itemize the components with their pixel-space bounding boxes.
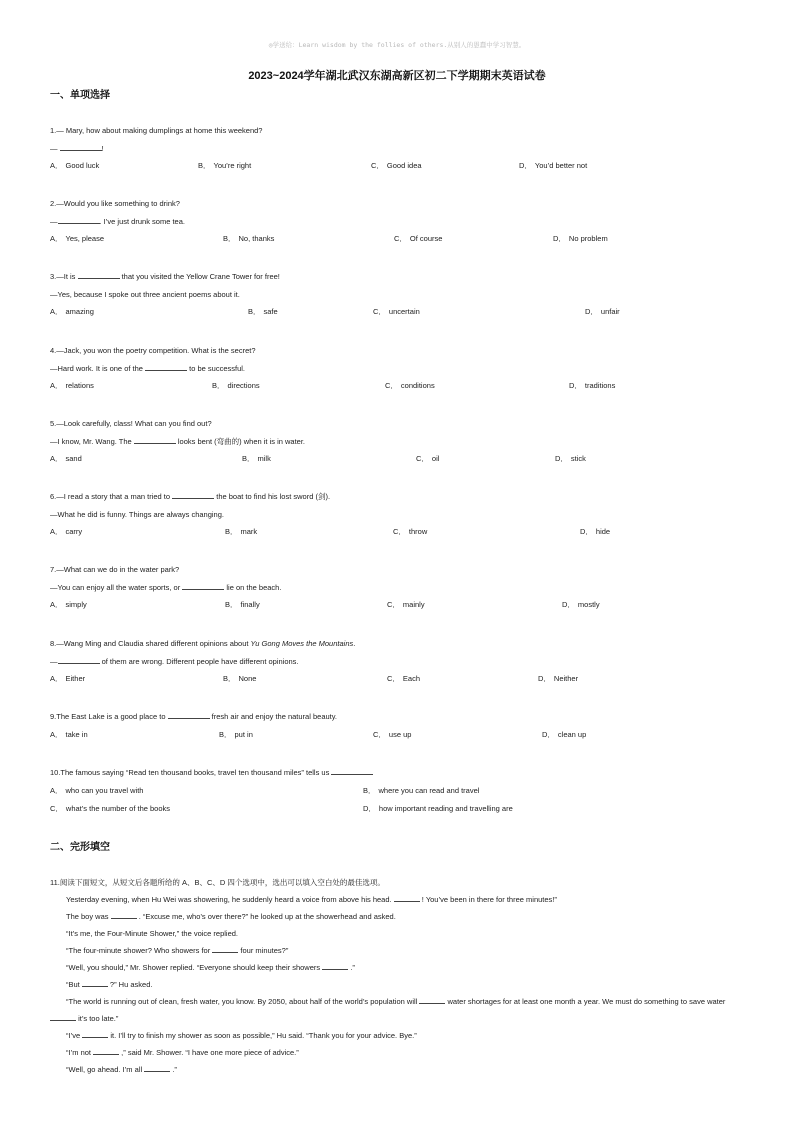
options-row	[50, 596, 750, 614]
question-4: 4.—Jack, you won the poetry competition. What is the secret? —Hard work. It is one of the to be successful. A． relations B． directions C． conditions D． traditions	[50, 342, 750, 395]
options-row	[50, 782, 750, 800]
answer-blank	[134, 434, 176, 444]
options-row	[50, 670, 750, 688]
option-b[interactable]: B． mark	[225, 527, 258, 536]
answer-blank	[212, 943, 238, 953]
paragraph: Yesterday evening, when Hu Wei was showering, he suddenly heard a voice from above his head. ! You’ve been in there for three minutes!”	[50, 891, 750, 908]
question-1	[50, 122, 750, 175]
option-b[interactable]: B． directions	[212, 381, 260, 390]
paragraph: “I’ve it. I’ll try to finish my shower as soon as possible,” Hu said. “Thank you for your advice. Bye.”	[50, 1027, 750, 1044]
answer-blank	[331, 765, 373, 775]
question-10: 10.The famous saying “Read ten thousand books, travel ten thousand miles” tells us A． who can you travel with B． where you can read and travel C． what’s the number of the books D． how important reading and travelling are	[50, 764, 750, 818]
answer-blank	[168, 709, 210, 719]
option-d[interactable]: D． You’d better not	[519, 161, 588, 170]
option-d[interactable]: D． how important reading and travelling are	[363, 803, 513, 813]
option-a[interactable]: A． Yes, please	[50, 234, 105, 243]
page-title: 2023~2024学年湖北武汉东湖高新区初二下学期期末英语试卷	[248, 70, 546, 82]
option-a[interactable]: A． simply	[50, 600, 87, 609]
option-d[interactable]: D． stick	[555, 454, 586, 463]
answer-blank	[58, 654, 100, 664]
answer-blank	[58, 214, 100, 224]
option-c[interactable]: C． Each	[387, 674, 421, 683]
answer-blank	[78, 269, 120, 279]
option-b[interactable]: B． No, thanks	[223, 234, 275, 243]
option-b[interactable]: B． finally	[225, 600, 260, 609]
paragraph: “The four-minute shower? Who showers for four minutes?”	[50, 942, 750, 959]
option-c[interactable]: C． oil	[416, 454, 440, 463]
answer-blank	[82, 1028, 108, 1038]
answer-blank	[82, 977, 108, 987]
option-d[interactable]: D． clean up	[542, 729, 587, 739]
option-c[interactable]: C． Of course	[394, 234, 443, 243]
answer-blank	[182, 580, 224, 590]
option-b[interactable]: B． milk	[242, 454, 271, 463]
option-d[interactable]: D． mostly	[562, 600, 600, 609]
answer-blank	[111, 909, 137, 919]
question-5: 5.—Look carefully, class! What can you find out? —I know, Mr. Wang. The looks bent (弯曲的) when it is in water. A． sand B． milk C． oil D． stick	[50, 415, 750, 468]
question-6: 6.—I read a story that a man tried to the boat to find his lost sword (剑). —What he did is funny. Things are always changing. A． carry B． mark C． throw D． hide	[50, 488, 750, 541]
option-a[interactable]: A． take in	[50, 729, 88, 739]
options-row	[50, 230, 750, 248]
question-3: 3.—It is that you visited the Yellow Crane Tower for free! —Yes, because I spoke out three ancient poems about it. A． amazing B． safe C． uncertain D． unfair	[50, 268, 750, 321]
question-line: — !	[50, 140, 750, 158]
question-line: 1.— Mary, how about making dumplings at home this weekend?	[50, 126, 263, 135]
option-d[interactable]: D． No problem	[553, 234, 608, 243]
paragraph: “Well, go ahead. I’m all .”	[50, 1061, 750, 1078]
option-d[interactable]: D． traditions	[569, 381, 616, 390]
answer-blank	[322, 960, 348, 970]
answer-blank	[50, 1011, 76, 1021]
option-b[interactable]: B． safe	[248, 307, 278, 316]
options-row	[50, 726, 750, 744]
options-row	[50, 523, 750, 541]
answer-blank	[419, 994, 445, 1004]
option-d[interactable]: D． Neither	[538, 674, 579, 683]
option-b[interactable]: B． where you can read and travel	[363, 785, 480, 795]
option-c[interactable]: C． mainly	[387, 600, 425, 609]
answer-blank	[144, 1062, 170, 1072]
answer-blank	[172, 489, 214, 499]
option-c[interactable]: C． throw	[393, 527, 428, 536]
answer-blank	[93, 1045, 119, 1055]
option-c[interactable]: C． conditions	[385, 381, 435, 390]
answer-blank	[394, 892, 420, 902]
option-c[interactable]: C． what’s the number of the books	[50, 803, 171, 813]
option-b[interactable]: B． You’re right	[198, 161, 252, 170]
answer-blank	[60, 141, 102, 151]
cloze-intro: 11.阅读下面短文，从短文后各题所给的 A、B、C、D 四个选项中，选出可以填入空白处的最佳选项。	[50, 878, 385, 887]
paragraph: “Well, you should,” Mr. Shower replied. “Everyone should keep their showers .”	[50, 959, 750, 976]
paragraph: “The world is running out of clean, fresh water, you know. By 2050, about half of the world’s population will water shortages for at least one month a year. We must do something to save water it’s too late.”	[50, 993, 750, 1027]
options-row	[50, 800, 750, 818]
option-a[interactable]: A． relations	[50, 381, 94, 390]
question-2: 2.—Would you like something to drink? — . I’ve just drunk some tea. A． Yes, please B． No, thanks C． Of course D． No problem	[50, 195, 750, 248]
option-c[interactable]: C． use up	[373, 729, 412, 739]
paragraph: “It’s me, the Four-Minute Shower,” the voice replied.	[66, 929, 239, 938]
paragraph: “But ?” Hu asked.	[50, 976, 750, 993]
option-d[interactable]: D． unfair	[585, 307, 620, 316]
options-row	[50, 303, 750, 321]
option-b[interactable]: B． put in	[219, 729, 253, 739]
paragraph: “I’m not ,” said Mr. Shower. “I have one more piece of advice.”	[50, 1044, 750, 1061]
options-row	[50, 450, 750, 468]
story-title: Yu Gong Moves the Mountains	[250, 639, 354, 648]
section-title-cloze: 二、完形填空	[50, 842, 110, 853]
option-a[interactable]: A． carry	[50, 527, 83, 536]
option-a[interactable]: A． Either	[50, 674, 86, 683]
question-7: 7.—What can we do in the water park? —You can enjoy all the water sports, or lie on the beach. A． simply B． finally C． mainly D． mostly	[50, 561, 750, 614]
option-c[interactable]: C． uncertain	[373, 307, 420, 316]
option-b[interactable]: B． None	[223, 674, 257, 683]
watermark: ◎学送给：Learn wisdom by the follies of others.从别人的愚蠢中学习智慧。	[268, 41, 526, 49]
option-a[interactable]: A． who can you travel with	[50, 785, 144, 795]
option-d[interactable]: D． hide	[580, 527, 611, 536]
option-a[interactable]: A． Good luck	[50, 161, 100, 170]
option-a[interactable]: A． sand	[50, 454, 82, 463]
cloze-passage	[50, 874, 750, 1078]
question-9: 9.The East Lake is a good place to fresh air and enjoy the natural beauty. A． take in B． put in C． use up D． clean up	[50, 708, 750, 744]
options-row	[50, 377, 750, 395]
question-8: 8.—Wang Ming and Claudia shared different opinions about Yu Gong Moves the Mountains. — of them are wrong. Different people have different opinions. A． Either B． None C． Each D． Neither	[50, 635, 750, 688]
options-row	[50, 157, 750, 175]
option-c[interactable]: C． Good idea	[371, 161, 422, 170]
answer-blank	[145, 361, 187, 371]
option-a[interactable]: A． amazing	[50, 307, 94, 316]
paragraph: The boy was . “Excuse me, who’s over there?” he looked up at the showerhead and asked.	[50, 908, 750, 925]
section-title-single-choice: 一、单项选择	[50, 90, 110, 101]
